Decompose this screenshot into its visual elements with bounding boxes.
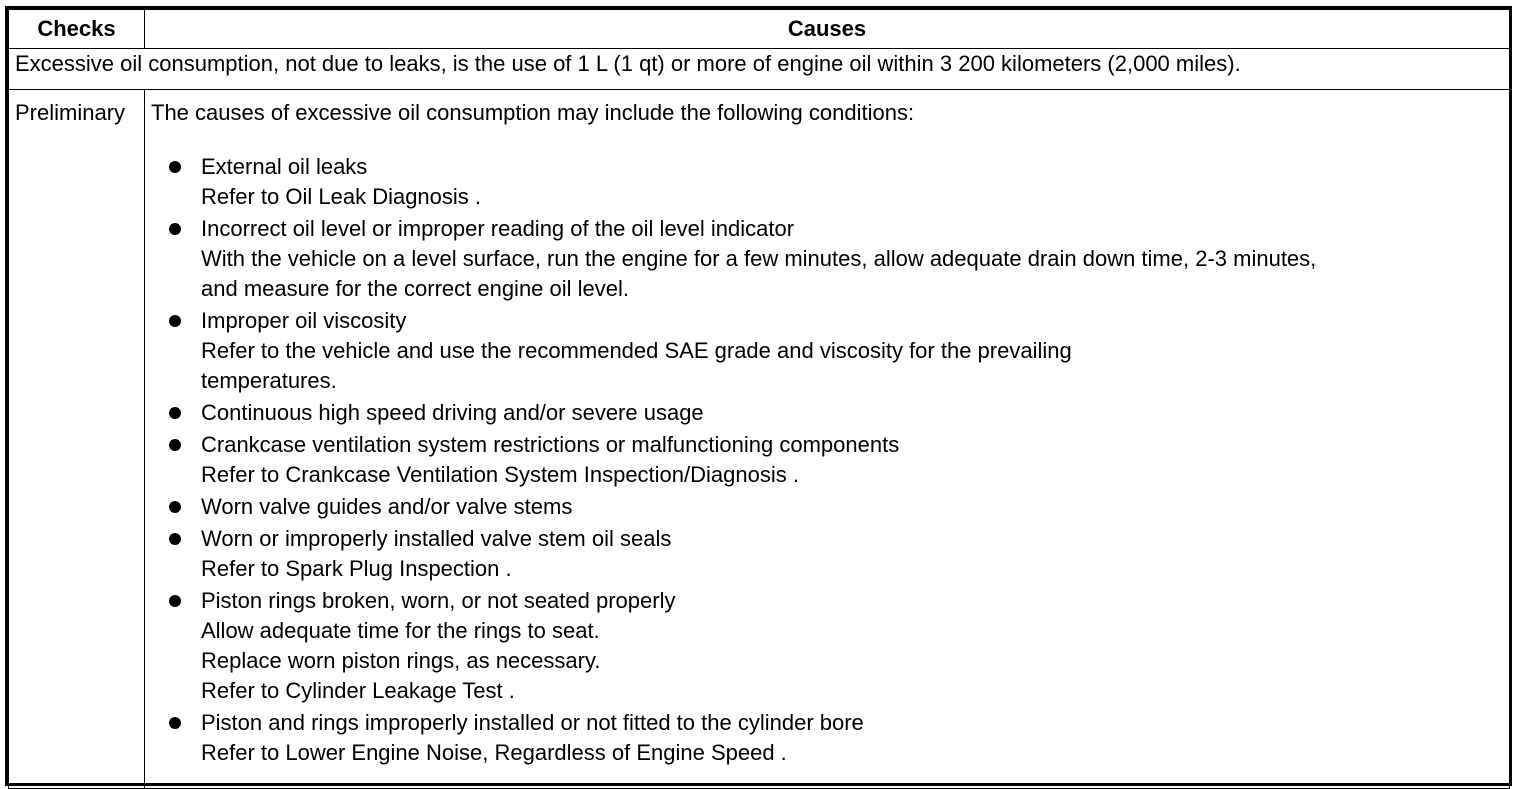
bullet-icon <box>169 439 181 451</box>
cause-item <box>151 430 1503 490</box>
bullet-icon <box>169 161 181 173</box>
header-row <box>9 10 1510 49</box>
cause-title: Crankcase ventilation system restrictions or malfunctioning components <box>201 432 900 457</box>
preliminary-label: Preliminary <box>9 90 145 789</box>
bullet-icon <box>169 717 181 729</box>
cause-detail: Refer to Spark Plug Inspection . <box>201 556 512 581</box>
diagnostic-table <box>8 9 1510 789</box>
cause-title: External oil leaks <box>201 154 368 179</box>
cause-item <box>151 708 1503 768</box>
definition-row <box>9 49 1510 90</box>
cause-detail: Refer to the vehicle and use the recommended SAE grade and viscosity for the prevailing <box>201 338 1072 363</box>
cause-title: Incorrect oil level or improper reading of the oil level indicator <box>201 216 795 241</box>
cause-title: Improper oil viscosity <box>201 308 407 333</box>
cause-item <box>151 524 1503 584</box>
cause-item <box>151 214 1503 304</box>
cause-title: Worn valve guides and/or valve stems <box>201 494 573 519</box>
cause-detail: Replace worn piston rings, as necessary. <box>201 648 601 673</box>
checks-header: Checks <box>9 10 145 49</box>
cause-detail: temperatures. <box>201 368 337 393</box>
bullet-icon <box>169 315 181 327</box>
causes-header: Causes <box>145 10 1510 49</box>
bullet-icon <box>169 533 181 545</box>
cause-detail: Refer to Oil Leak Diagnosis . <box>201 184 482 209</box>
cause-detail: Refer to Cylinder Leakage Test . <box>201 678 515 703</box>
preliminary-row <box>9 90 1510 789</box>
causes-cell <box>145 90 1510 789</box>
cause-item <box>151 306 1503 396</box>
cause-item <box>151 152 1503 212</box>
cause-detail: and measure for the correct engine oil level. <box>201 276 630 301</box>
cause-item <box>151 492 1503 522</box>
bullet-icon <box>169 595 181 607</box>
cause-detail: With the vehicle on a level surface, run the engine for a few minutes, allow adequate drain down time, 2-3 minutes, <box>201 246 1317 271</box>
cause-item <box>151 398 1503 428</box>
cause-title: Worn or improperly installed valve stem oil seals <box>201 526 672 551</box>
cause-title: Piston and rings improperly installed or not fitted to the cylinder bore <box>201 710 864 735</box>
cause-title: Piston rings broken, worn, or not seated properly <box>201 588 676 613</box>
definition-text: Excessive oil consumption, not due to leaks, is the use of 1 L (1 qt) or more of engine oil within 3 200 kilometers (2,000 miles). <box>9 49 1510 90</box>
causes-intro: The causes of excessive oil consumption may include the following conditions: <box>151 100 915 125</box>
bullet-icon <box>169 407 181 419</box>
cause-title: Continuous high speed driving and/or severe usage <box>201 400 704 425</box>
bullet-icon <box>169 223 181 235</box>
cause-detail: Allow adequate time for the rings to seat. <box>201 618 600 643</box>
causes-list <box>151 152 1503 768</box>
cause-item <box>151 586 1503 706</box>
cause-detail: Refer to Crankcase Ventilation System Inspection/Diagnosis . <box>201 462 799 487</box>
cause-detail: Refer to Lower Engine Noise, Regardless of Engine Speed . <box>201 740 787 765</box>
bullet-icon <box>169 501 181 513</box>
diagnostic-table-frame <box>5 6 1512 786</box>
